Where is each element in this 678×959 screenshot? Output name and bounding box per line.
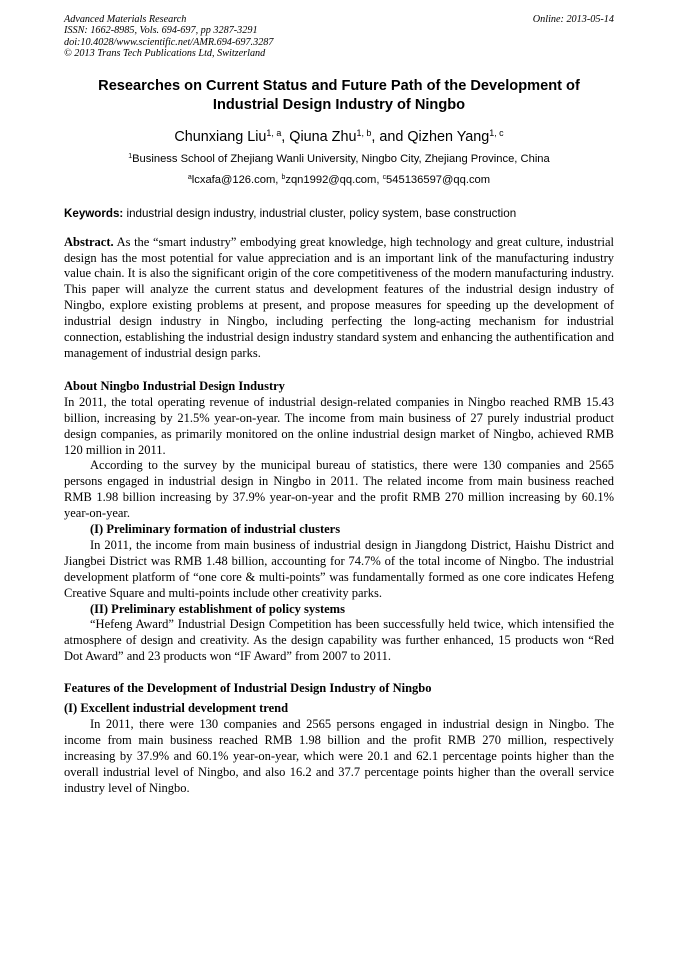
keywords-text: industrial design industry, industrial cluster, policy system, base construction	[123, 206, 517, 220]
paper-page	[64, 14, 614, 797]
author-sup: 1, a	[266, 127, 282, 138]
section1-paragraph-1: In 2011, the total operating revenue of industrial design-related companies in Ningbo reached RMB 15.43 billion, increasing by 21.5% year-on-year. The income from main business of 27 purely industrial product design companies, as primarily monitored on the online industrial design market of Ningbo, achieved RMB 120 million in 2011.	[64, 394, 614, 457]
section2-subsection-1-paragraph: In 2011, there were 130 companies and 2565 persons engaged in industrial design in Ningbo. The income from main business reached RMB 1.98 billion and the profit RMB 270 million, respectively increasing by 37.9% and 60.1% year-on-year, which were 20.1 and 62.1 percentage points higher than the overall industrial level of Ningbo, and also 16.2 and 37.7 percentage points higher than the overall service industry level of Ningbo.	[64, 717, 614, 795]
journal-issn: ISSN: 1662-8985, Vols. 694-697, pp 3287-3291	[64, 25, 258, 37]
journal-info	[64, 14, 273, 60]
author-sup: 1, c	[489, 127, 504, 138]
affiliation-sup: 1	[128, 152, 133, 160]
keywords-label: Keywords:	[64, 206, 124, 220]
author-name: Qizhen Yang	[407, 128, 490, 145]
email-sup: c	[382, 173, 387, 181]
section1-paragraph-2: According to the survey by the municipal bureau of statistics, there were 130 companies and 2565 persons engaged in industrial design in Ningbo in 2011. The related income from main business reached RMB 1.98 billion increasing by 37.9% year-on-year and the profit RMB 270 million increasing by 60.1% year-on-year.	[64, 458, 614, 521]
section-heading: Features of the Development of Industrial Design Industry of Ningbo	[64, 681, 432, 696]
affiliation-text: Business School of Zhejiang Wanli University, Ningbo City, Zhejiang Province, China	[132, 152, 550, 165]
abstract	[64, 235, 614, 362]
email-address[interactable]: 545136597@qq.com	[386, 173, 491, 186]
journal-header	[64, 14, 614, 60]
abstract-text: As the “smart industry” embodying great knowledge, high technology and great culture, industrial design has the most potential for value appreciation and is an important link of the manufacturing industry value chain. It is also the significant origin of the core competitiveness of the modern manufacturing industry. This paper will analyze the current status and development features of the industrial design industry of Ningbo, explore existing problems at present, and propose measures for speeding up the development of industrial design industry in Ningbo, including perfecting the long-acting mechanism for industrial connection, establishing the industrial design industry standard system and enhancing the authentification and management of industrial design parks.	[64, 234, 614, 360]
paper-title	[64, 77, 614, 115]
title-line-1: Researches on Current Status and Future Path of the Development of	[98, 77, 580, 94]
email-address[interactable]: lcxafa@126.com	[191, 173, 276, 186]
email-address[interactable]: zqn1992@qq.com	[285, 173, 377, 186]
author-list	[64, 128, 614, 146]
section1-subsection-2-paragraph: “Hefeng Award” Industrial Design Competition has been successfully held twice, which intensified the atmosphere of design and creativity. As the design capability was further enhanced, 15 products won “Red Dot Award” and 23 products won “IF Award” from 2007 to 2011.	[64, 617, 614, 664]
keywords	[64, 207, 614, 221]
journal-name: Advanced Materials Research	[64, 14, 187, 25]
subsection-heading: (I) Preliminary formation of industrial clusters	[90, 522, 341, 537]
author-name: Qiuna Zhu	[289, 128, 357, 145]
email-sup: b	[281, 173, 286, 181]
email-separator: ,	[275, 173, 282, 186]
section-heading: About Ningbo Industrial Design Industry	[64, 378, 285, 393]
author-name: Chunxiang Liu	[174, 128, 267, 145]
title-line-2: Industrial Design Industry of Ningbo	[212, 96, 466, 113]
affiliation	[64, 152, 614, 166]
subsection-heading: (II) Preliminary establishment of policy systems	[90, 601, 345, 616]
journal-doi: doi:10.4028/www.scientific.net/AMR.694-697.3287	[64, 36, 274, 48]
email-list	[64, 173, 614, 187]
abstract-label: Abstract.	[64, 234, 114, 249]
email-separator: ,	[376, 173, 383, 186]
journal-copyright: © 2013 Trans Tech Publications Ltd, Switzerland	[64, 48, 266, 60]
email-sup: a	[187, 173, 192, 181]
subsection-heading: (I) Excellent industrial development trend	[64, 701, 289, 716]
author-separator: , and	[371, 128, 408, 145]
online-date: Online: 2013-05-14	[532, 14, 614, 25]
section1-subsection-1-paragraph: In 2011, the income from main business of industrial design in Jiangdong District, Haishu District and Jiangbei District was RMB 1.48 billion, accounting for 74.7% of the total income of Ningbo. The industrial development platform of “one core & multi-points” was fundamentally formed as one core indicates Hefeng Creative Square and multi-points include other creativity parks.	[64, 537, 614, 600]
author-separator: ,	[281, 128, 290, 145]
author-sup: 1, b	[356, 127, 372, 138]
